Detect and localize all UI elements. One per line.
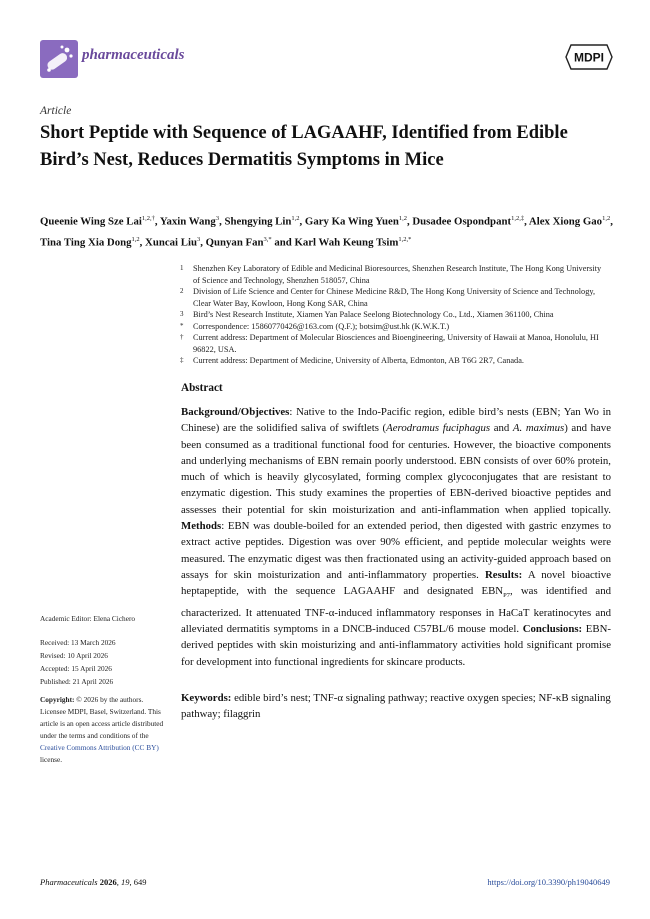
abstract-text: A novel bioactive heptapeptide, with the sequence LAGAAHF and designated EBN <box>181 568 611 598</box>
affiliation-mark: 3 <box>180 310 184 318</box>
copyright-end: license. <box>40 755 63 764</box>
author-affiliation-mark: 1,2 <box>398 215 407 222</box>
author-separator: , <box>139 236 146 249</box>
footer-year: 2026 <box>99 877 117 887</box>
published-date: Published: 21 April 2026 <box>40 677 114 686</box>
author-affiliation-mark: 3 <box>196 235 201 243</box>
author-affiliation-mark: 1,2 <box>291 215 300 222</box>
affiliation-mark: 1 <box>180 264 184 272</box>
affiliation-text: Correspondence: 15860770426@163.com (Q.F.); botsim@ust.hk (K.W.K.T.) <box>193 321 450 331</box>
methods-label: Methods <box>181 520 222 533</box>
author-separator: , <box>200 236 206 249</box>
author-separator: , <box>610 215 613 228</box>
background-label: Background/Objectives <box>181 406 290 418</box>
affiliation-text: Bird’s Nest Research Institute, Xiamen Yan Palace Seelong Biotechnology Co., Ltd., Xiamen 361100, China <box>193 310 554 319</box>
author-name: Xuncai Liu <box>145 236 197 249</box>
affiliation-item <box>180 263 610 286</box>
author-affiliation-mark: 3 <box>215 215 220 222</box>
abstract-text: , was identified and characterized. It attenuated TNF-α-induced inflammatory responses in HaCaT keratinocytes and alleviated dermatitis symptoms in a DNCB-induced C57BL/6 mouse model. <box>181 585 611 636</box>
affiliations <box>180 263 610 367</box>
abstract-text: EBN-derived peptides with skin moisturizing and anti-inflammatory activities hold significant promise for development into functional ingredients for skincare products. <box>181 623 611 668</box>
author-name: Yaxin Wang <box>159 215 216 228</box>
academic-editor: Academic Editor: Elena Cichero <box>40 614 136 623</box>
author-name: Alex Xiong Gao <box>528 215 603 228</box>
author-name: Qunyan Fan <box>205 236 264 249</box>
revised-date: Revised: 10 April 2026 <box>40 651 108 660</box>
author-separator: , <box>524 215 529 228</box>
paper-title: Short Peptide with Sequence of LAGAAHF, Identified from Edible Bird’s Nest, Reduces Dermatitis Symptoms in Mice <box>40 123 568 170</box>
keywords-text: edible bird’s nest; TNF-α signaling pathway; reactive oxygen species; NF-κB signaling pathway; filaggrin <box>181 692 611 721</box>
affiliation-text: Shenzhen Key Laboratory of Edible and Medicinal Bioresources, Shenzhen Research Institute, The Hong Kong University of Science and Technology, Shenzhen 518057, China <box>193 264 602 285</box>
author-affiliation-mark: 1,2 <box>131 235 140 243</box>
author-affiliation-mark: 1,2 <box>602 215 611 222</box>
affiliation-text: Current address: Department of Molecular Biosciences and Bioengineering, University of Hawaii at Manoa, Honolulu, HI 96822, USA. <box>193 333 599 354</box>
abstract-text: ) and have been consumed as a traditional functional food for centuries. However, the bioactive components and underlying mechanisms of EBN remain poorly understood. EBN consists of over 60% protein, much of which is heavily glycosylated, forming complex glycoconjugates that are resistant to enzymatic digestion. This study examines the properties of EBN-derived bioactive peptides and assesses their potential for skin moisturization and anti-inflammation when applied topically. <box>181 422 611 516</box>
footer-page: 649 <box>133 877 147 887</box>
author-name: Shengying Lin <box>224 215 292 228</box>
author-separator: , <box>299 215 305 228</box>
footer-volume: 19 <box>120 877 130 887</box>
received-date: Received: 13 March 2026 <box>40 638 116 647</box>
keywords-label: Keywords: <box>181 692 232 704</box>
author-name: Karl Wah Keung Tsim <box>294 236 399 249</box>
author-affiliation-mark: 1,2,† <box>141 215 155 222</box>
author-name: Tina Ting Xia Dong <box>40 236 132 249</box>
doi-link[interactable]: https://doi.org/10.3390/ph19040649 <box>487 877 610 887</box>
author-affiliation-mark: 1,2,* <box>398 235 412 243</box>
keywords <box>181 690 611 723</box>
abstract-text: and <box>490 422 513 435</box>
affiliation-item <box>180 286 610 309</box>
species-name: Aerodramus fuciphagus <box>386 422 491 435</box>
author-name: Gary Ka Wing Yuen <box>304 215 399 228</box>
copyright-label: Copyright: <box>40 695 75 704</box>
journal-logo-icon <box>40 40 78 78</box>
copyright-notice <box>40 694 165 766</box>
author-list <box>40 210 615 251</box>
affiliation-mark: † <box>180 333 184 341</box>
author-affiliation-mark: 1,2,‡ <box>511 215 525 222</box>
author-separator: and <box>271 236 295 249</box>
abstract-heading: Abstract <box>181 382 223 394</box>
affiliation-text: Division of Life Science and Center for Chinese Medicine R&D, The Hong Kong University of Science and Technology, Clear Water Bay, Kowloon, Hong Kong SAR, China <box>193 287 596 308</box>
license-link[interactable]: Creative Commons Attribution (CC BY) <box>40 743 159 752</box>
author-name: Queenie Wing Sze Lai <box>40 215 142 228</box>
affiliation-item <box>180 321 610 333</box>
footer-journal: Pharmaceuticals <box>40 877 98 887</box>
author-separator: , <box>219 215 225 228</box>
mdpi-logo-icon <box>565 44 613 70</box>
copyright-text: © 2026 by the authors. Licensee MDPI, Basel, Switzerland. This article is an open access article distributed under the terms and conditions of the <box>40 695 164 740</box>
affiliation-text: Current address: Department of Medicine, University of Alberta, Edmonton, AB T6G 2R7, Canada. <box>193 356 524 365</box>
affiliation-item <box>180 309 610 321</box>
abstract-body <box>181 404 611 670</box>
species-name: A. maximus <box>512 422 565 435</box>
mdpi-logo-text: MDPI <box>574 50 604 65</box>
abstract-text: : Native to the Indo-Pacific region, edible bird’s nests (EBN; Yan Wo in Chinese) are the solidified saliva of swiftlets ( <box>181 406 611 435</box>
peptide-subscript: P7 <box>503 592 510 600</box>
affiliation-mark: ‡ <box>180 356 184 364</box>
affiliation-item <box>180 332 610 355</box>
affiliation-mark: 2 <box>180 287 184 295</box>
article-type: Article <box>40 105 72 117</box>
author-affiliation-mark: 3,* <box>263 235 272 243</box>
author-separator: , <box>154 215 160 228</box>
affiliation-item <box>180 355 610 367</box>
author-separator: , <box>406 215 413 228</box>
journal-name: pharmaceuticals <box>82 47 185 63</box>
citation-footer: Pharmaceuticals 2026, 19, 649 <box>40 877 147 887</box>
affiliation-mark: * <box>180 321 184 330</box>
abstract-text: : EBN was double-boiled for an extended period, then digested with gastric enzymes to extract active peptides. Digestion was over 90% efficient, and peptide molecular weights were measured. The enzymatic digest was then fractionated using an activity-guided approach based on assays for skin moisturization and anti-inflammatory properties. <box>181 520 611 581</box>
accepted-date: Accepted: 15 April 2026 <box>40 664 112 673</box>
conclusions-label: Conclusions: <box>522 623 583 636</box>
results-label: Results: <box>485 568 523 581</box>
author-name: Dusadee Ospondpant <box>412 215 512 228</box>
